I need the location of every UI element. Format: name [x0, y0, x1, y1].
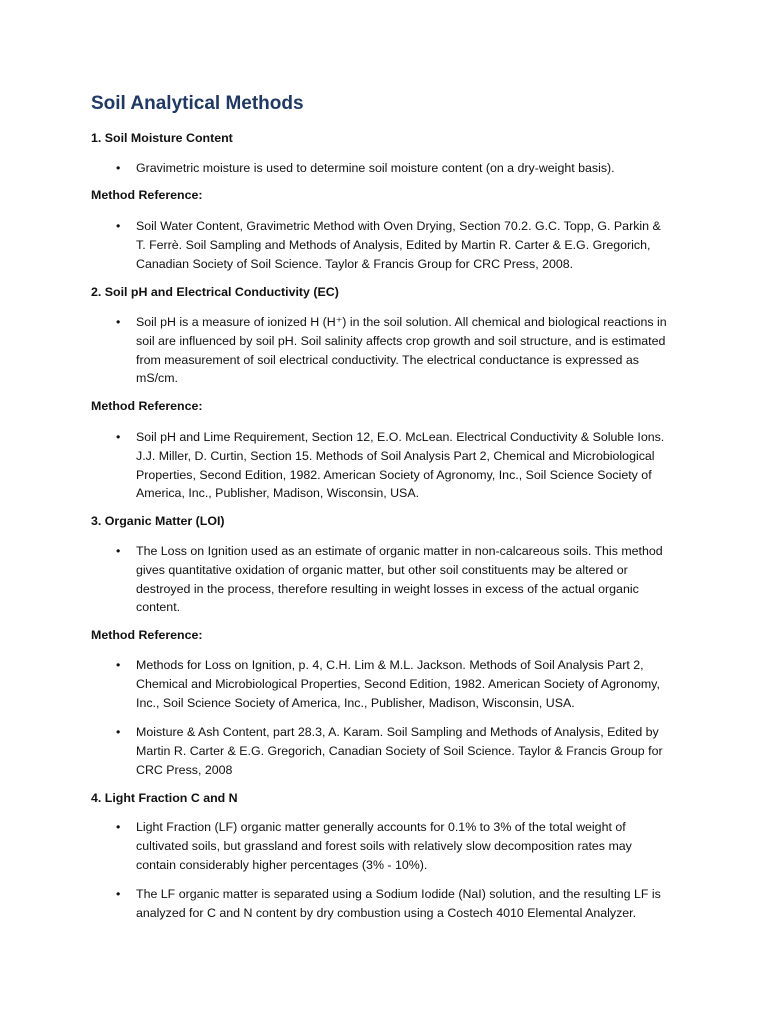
list-item: • The Loss on Ignition used as an estimate of organic matter in non-calcareous soils. This method gives quantitative oxidation of organic matter, but other soil constituents may be altered or destroyed in the process, therefore resulting in weight losses in excess of the actual organic content. — [136, 542, 672, 617]
reference-item: • Soil pH and Lime Requirement, Section 12, E.O. McLean. Electrical Conductivity & Soluble Ions. J.J. Miller, D. Curtin, Section 15. Methods of Soil Analysis Part 2, Chemical and Microbiological Properties, Second Edition, 1982. American Society of Agronomy, Inc., Soil Science Society of America, Inc., Publisher, Madison, Wisconsin, USA. — [136, 428, 672, 503]
section-heading: 3. Organic Matter (LOI) — [91, 514, 225, 528]
reference-item: • Methods for Loss on Ignition, p. 4, C.H. Lim & M.L. Jackson. Methods of Soil Analysis Part 2, Chemical and Microbiological Properties, Second Edition, 1982. American Society of Agronomy, Inc., Soil Science Society of America, Inc., Publisher, Madison, Wisconsin, USA. — [136, 656, 672, 712]
list-item: • Soil pH is a measure of ionized H (H⁺) in the soil solution. All chemical and biological reactions in soil are influenced by soil pH. Soil salinity affects crop growth and soil structure, and is estimated from measurement of soil electrical conductivity. The electrical conductance is expressed as mS/cm. — [136, 313, 672, 388]
method-reference-label: Method Reference: — [91, 188, 203, 202]
list-item: • The LF organic matter is separated using a Sodium Iodide (NaI) solution, and the resulting LF is analyzed for C and N content by dry combustion using a Costech 4010 Elemental Analyzer. — [136, 885, 672, 923]
reference-item: • Soil Water Content, Gravimetric Method with Oven Drying, Section 70.2. G.C. Topp, G. Parkin & T. Ferrè. Soil Sampling and Methods of Analysis, Edited by Martin R. Carter & E.G. Gregorich, Canadian Society of Soil Science. Taylor & Francis Group for CRC Press, 2008. — [136, 217, 672, 273]
reference-item: • Moisture & Ash Content, part 28.3, A. Karam. Soil Sampling and Methods of Analysis, Edited by Martin R. Carter & E.G. Gregorich, Canadian Society of Soil Science. Taylor & Francis Group for CRC Press, 2008 — [136, 723, 672, 779]
section-heading: 4. Light Fraction C and N — [91, 791, 238, 805]
list-item: • Gravimetric moisture is used to determine soil moisture content (on a dry-weight basis). — [136, 159, 672, 178]
section-heading: 1. Soil Moisture Content — [91, 131, 233, 145]
section-heading: 2. Soil pH and Electrical Conductivity (EC) — [91, 285, 339, 299]
method-reference-label: Method Reference: — [91, 628, 203, 642]
list-item: • Light Fraction (LF) organic matter generally accounts for 0.1% to 3% of the total weight of cultivated soils, but grassland and forest soils with relatively slow decomposition rates may contain considerably higher percentages (3% - 10%). — [136, 818, 672, 874]
method-reference-label: Method Reference: — [91, 399, 203, 413]
page-title: Soil Analytical Methods — [91, 93, 304, 114]
